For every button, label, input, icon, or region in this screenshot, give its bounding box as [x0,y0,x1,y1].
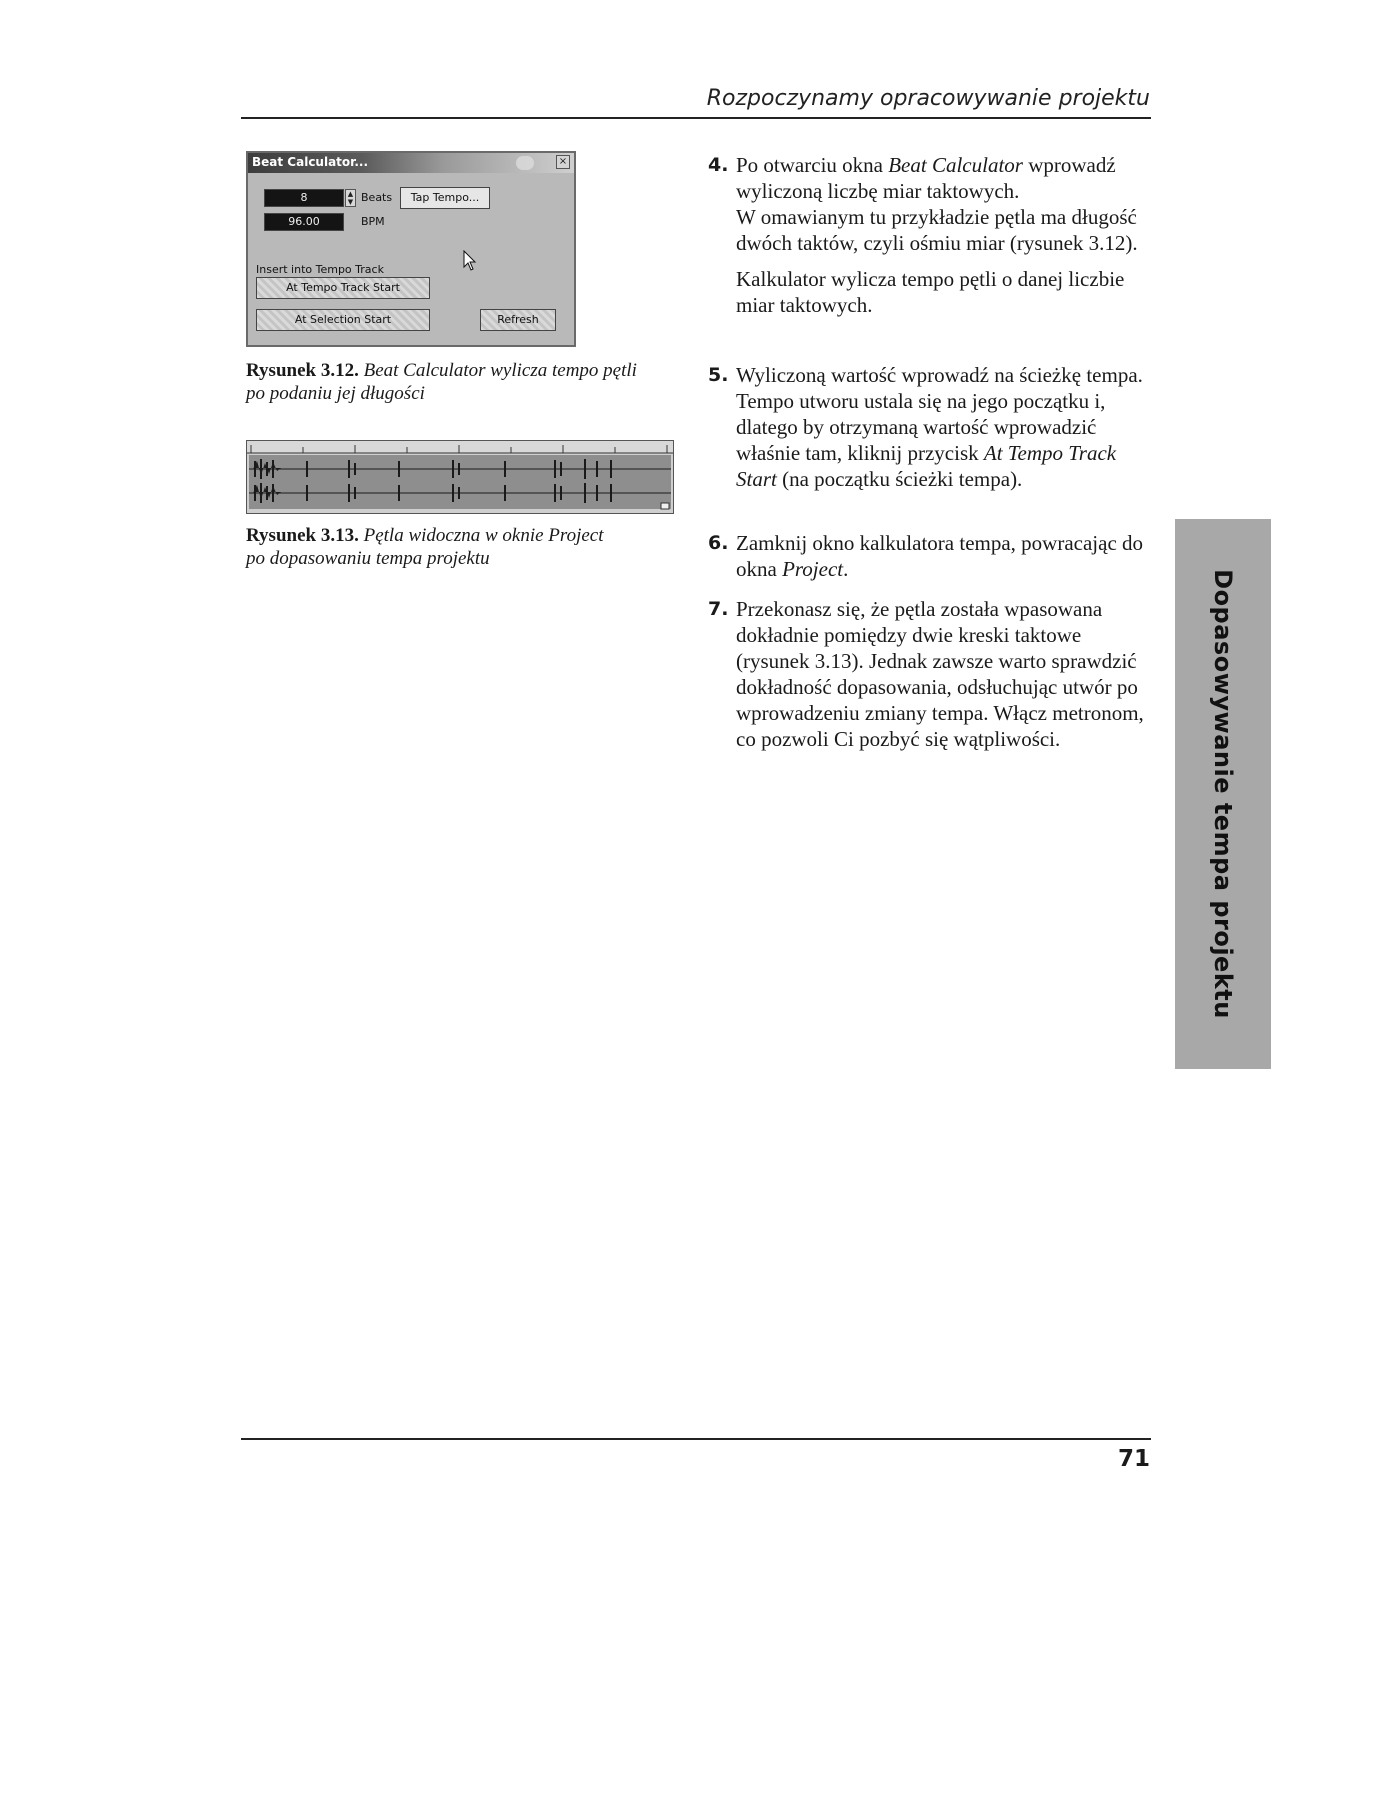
bpm-field: 96.00 [264,213,344,231]
figure-3-12-caption [246,359,686,405]
step-5 [708,362,1154,492]
chapter-side-tab [1175,519,1271,1069]
step-4 [708,152,1154,318]
step-text: Przekonasz się, że pętla została wpasowana dokładnie pomiędzy dwie kreski taktowe (rysunek 3.13). Jednak zawsze warto sprawdzić dokładność dopasowania, odsłuchując utwór po wprowadzeniu zmiany tempa. Włącz metronom, co pozwoli Ci pozbyć się wątpliwości. [736,597,1144,751]
tap-tempo-button[interactable]: Tap Tempo... [400,187,490,209]
window-titlebar [248,153,574,173]
bpm-label: BPM [361,215,385,228]
step-text: Wyliczoną wartość wprowadź na ścieżkę tempa. Tempo utworu ustala się na jego początku i, dlatego by otrzymaną wartość wprowadzić właśnie tam, kliknij przycisk At Tempo Track Start (na początku ścieżki tempa). [736,363,1143,491]
refresh-button[interactable]: Refresh [480,309,556,331]
step-text [736,152,1154,318]
project-window-waveform [246,440,674,514]
figure-caption-line: Beat Calculator wylicza tempo pętli [363,360,637,381]
titlebar-decoration [516,156,534,170]
beats-input[interactable]: 8 [264,189,344,207]
beat-calculator-window [246,151,576,347]
beats-label: Beats [361,191,393,204]
figure-caption-line: Pętla widoczna w oknie Project [363,525,604,546]
step-text: Zamknij okno kalkulatora tempa, powracając do okna Project. [736,531,1144,581]
header-rule [241,117,1151,119]
step-7 [708,596,1154,752]
figure-3-13-caption [246,524,686,570]
beats-spinner[interactable]: ▲ ▼ [345,189,356,207]
at-tempo-track-start-button[interactable]: At Tempo Track Start [256,277,430,299]
waveform-image [247,441,673,513]
figure-caption-line: po dopasowaniu tempa projektu [246,548,490,569]
page-number: 71 [1117,1446,1150,1472]
close-icon[interactable]: × [556,155,570,169]
step-number: 7. [708,598,729,620]
insert-into-tempo-track-label: Insert into Tempo Track [256,263,384,276]
step-number: 6. [708,532,729,554]
figure-label: Rysunek 3.12. [246,360,359,381]
window-title: Beat Calculator... [252,155,369,169]
step-number: 5. [708,364,729,386]
figure-caption-line: po podaniu jej długości [246,383,425,404]
step-paragraph: W omawianym tu przykładzie pętla ma długość dwóch taktów, czyli ośmiu miar (rysunek 3.12). [736,205,1138,255]
step-paragraph: Po otwarciu okna Beat Calculator wprowadź wyliczoną liczbę miar taktowych. [736,153,1116,203]
footer-rule [241,1438,1151,1440]
running-header: Rozpoczynamy opracowywanie projektu [706,86,1150,111]
step-6 [708,530,1154,582]
figure-label: Rysunek 3.13. [246,525,359,546]
chapter-tab-label: Dopasowywanie tempa projektu [1209,569,1237,1019]
step-number: 4. [708,154,729,176]
mouse-cursor-icon [463,250,479,272]
step-paragraph: Kalkulator wylicza tempo pętli o danej liczbie miar taktowych. [736,267,1125,317]
at-selection-start-button[interactable]: At Selection Start [256,309,430,331]
